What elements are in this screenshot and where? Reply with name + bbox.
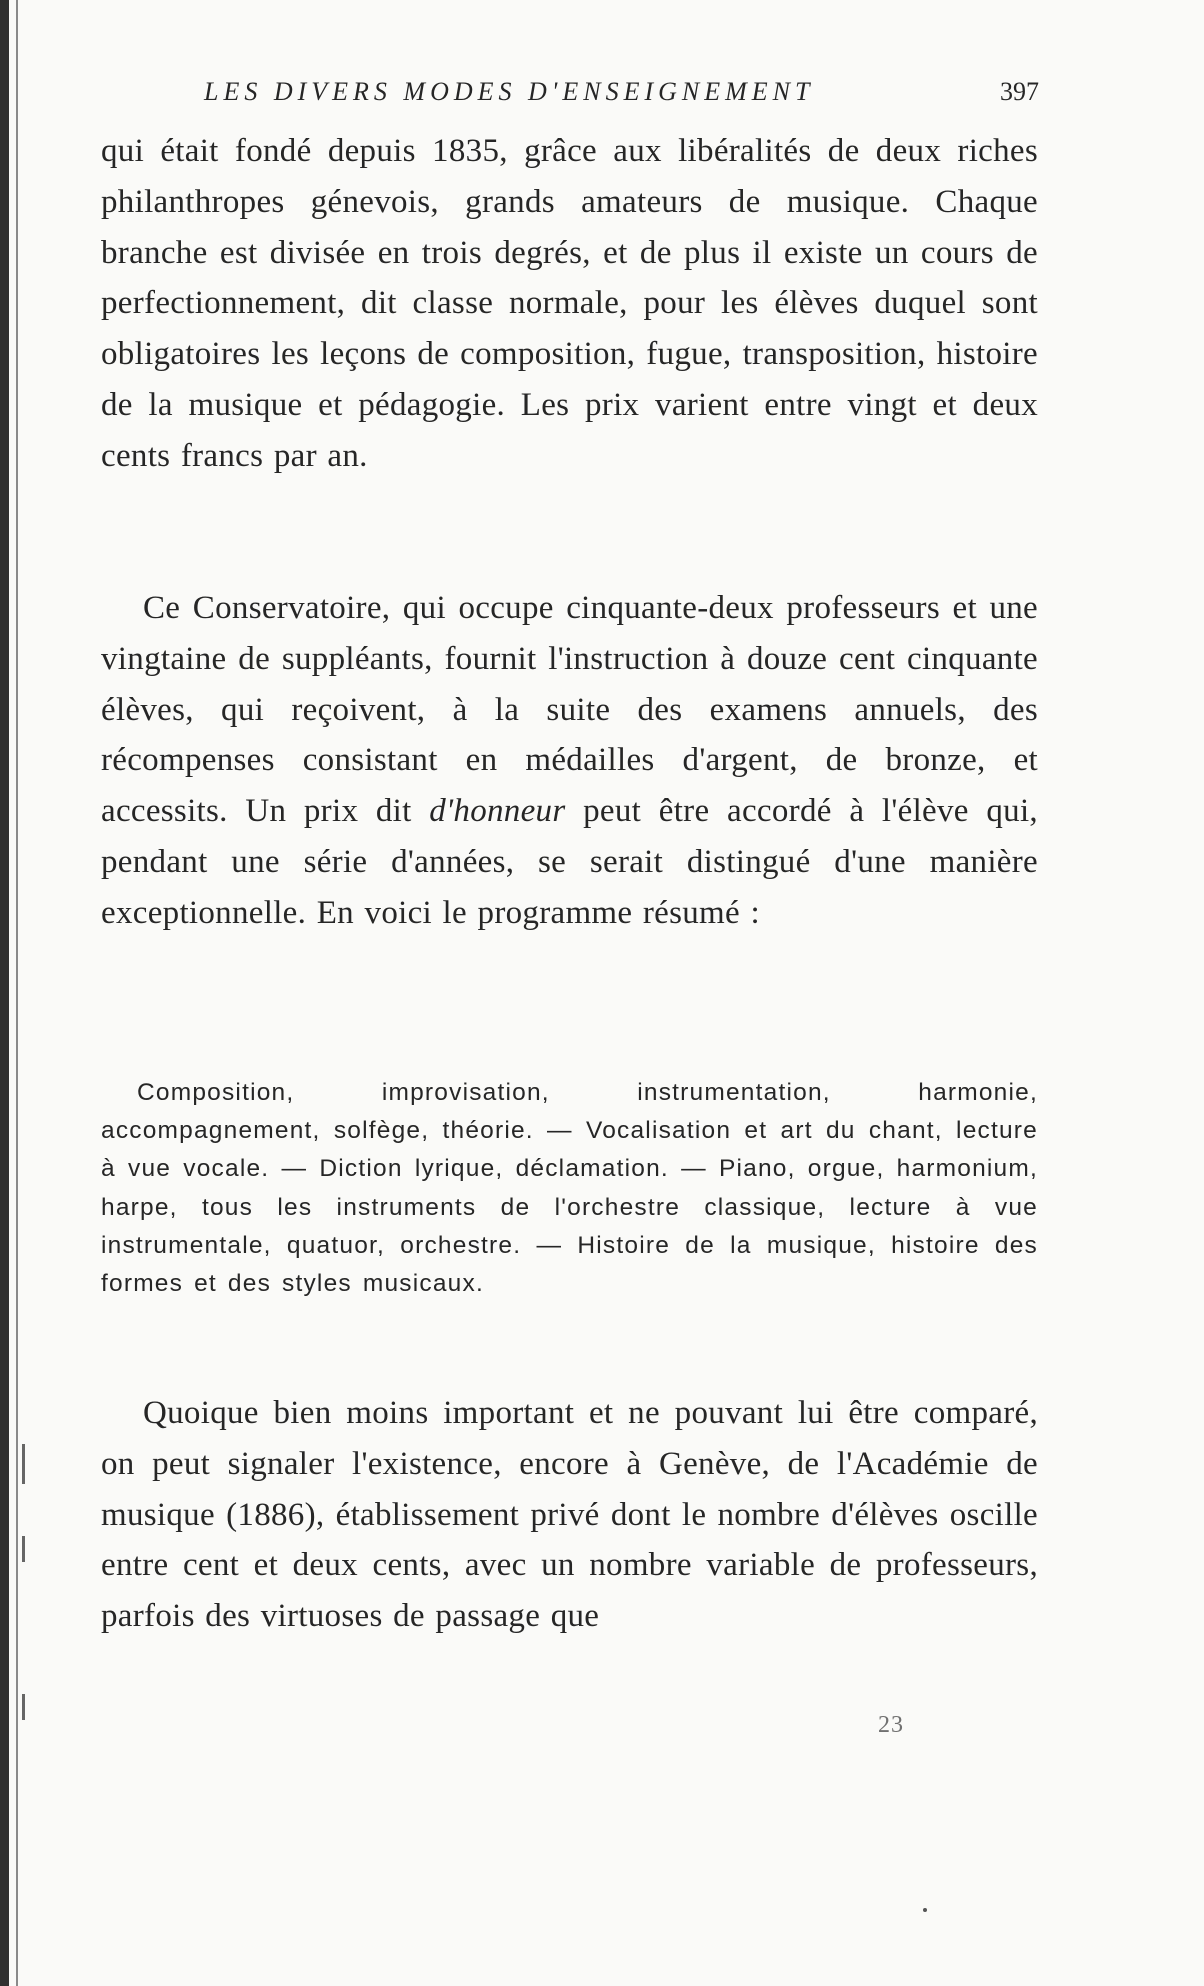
margin-mark	[22, 1536, 25, 1562]
paragraph-continuation: qui était fondé depuis 1835, grâce aux libéralités de deux riches philanthropes génevois, grands amateurs de musique. Chaque branche est divisée en trois degrés, et de plus il existe un cours de perfectionnement, dit classe normale, pour les élèves duquel sont obligatoires les leçons de composition, fugue, transposition, histoire de la musique et pédagogie. Les prix varient entre vingt et deux cents francs par an.	[101, 133, 1038, 474]
page-binding-edge	[0, 0, 9, 1986]
ink-speck	[923, 1908, 927, 1912]
paragraph-text-after: peut être accordé à l'élève qui, pendant une série d'années, se serait distingué d'une manière exceptionnelle. En voici le programme résumé :	[101, 793, 1038, 931]
paragraph-conservatoire	[101, 583, 1038, 939]
page-inner-rule	[16, 0, 18, 1986]
signature-mark: 23	[878, 1712, 904, 1738]
paragraph-academie-text: Quoique bien moins important et ne pouvant lui être comparé, on peut signaler l'existence, encore à Genève, de l'Académie de musique (1886), établissement privé dont le nombre d'élèves oscille entre cent et deux cents, avec un nombre variable de professeurs, parfois des virtuoses de passage que	[101, 1395, 1038, 1635]
program-text: Composition, improvisation, instrumentation, harmonie, accompagnement, solfège, théorie. — Vocalisation et art du chant, lecture à vue vocale. — Diction lyrique, déclamation. — Piano, orgue, harmonium, harpe, tous les instruments de l'orchestre classique, lecture à vue instrumentale, quatuor, orchestre. — Histoire de la musique, histoire des formes et des styles musicaux.	[101, 1079, 1038, 1298]
paragraph-text-before: Ce Conservatoire, qui occupe cinquante-deux professeurs et une vingtaine de suppléants, fournit l'instruction à douze cent cinquante élèves, qui reçoivent, à la suite des examens annuels, des récompenses consistant en médailles d'argent, de bronze, et accessits. Un prix dit	[101, 590, 1038, 830]
emphasis-honneur: d'honneur	[429, 793, 566, 830]
margin-mark	[22, 1444, 25, 1484]
margin-mark	[22, 1694, 25, 1720]
paragraph-academie	[101, 1388, 1038, 1642]
program-summary	[101, 1074, 1038, 1303]
running-head	[204, 72, 1039, 112]
running-head-title: LES DIVERS MODES D'ENSEIGNEMENT	[204, 77, 815, 106]
page-number: 397	[1000, 77, 1039, 106]
